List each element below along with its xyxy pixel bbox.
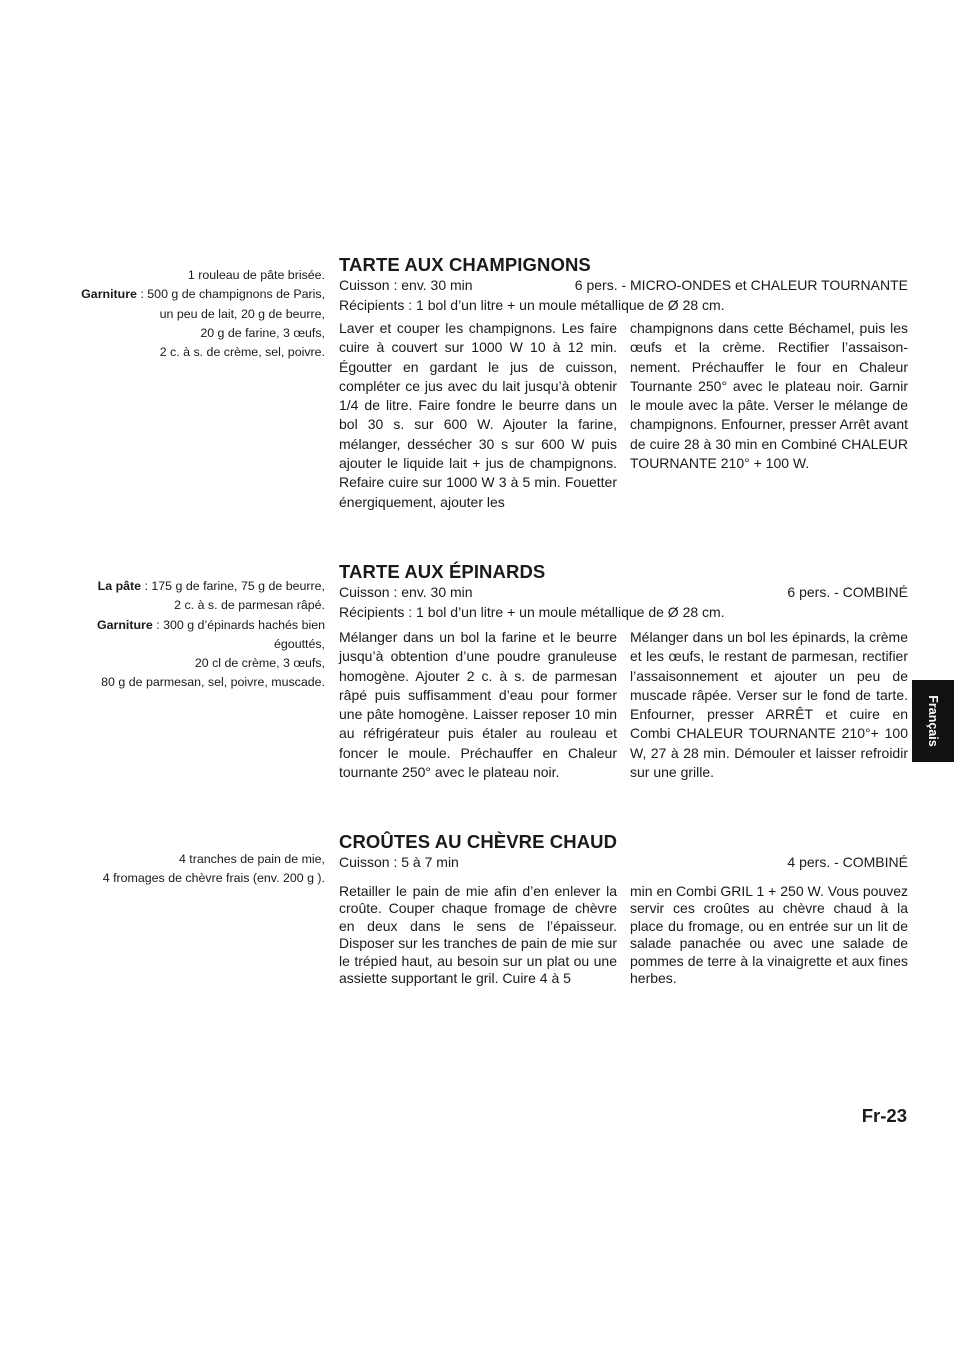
- language-tab: [912, 680, 954, 762]
- ingredient-line: 4 tranches de pain de mie,: [178, 852, 325, 866]
- ingredient-line: un peu de lait, 20 g de beurre,: [159, 306, 325, 321]
- recipe-meta: [339, 853, 908, 873]
- recipe-title: TARTE AUX ÉPINARDS: [339, 561, 546, 582]
- recipe-title: CROÛTES AU CHÈVRE CHAUD: [339, 831, 618, 852]
- ingredients-chevre: [60, 850, 325, 889]
- language-tab-label: Français: [926, 695, 940, 747]
- ingredient-line: égouttés,: [274, 636, 325, 651]
- ingredient-line: 20 cl de crème, 3 œufs,: [194, 656, 325, 671]
- ingredient-line: 2 c. à s. de crème, sel, poivre.: [159, 345, 325, 360]
- recipe-meta: [339, 583, 908, 603]
- cooking-time: Cuisson : 5 à 7 min: [339, 854, 459, 870]
- cooking-time: Cuisson : env. 30 min: [339, 584, 473, 600]
- recipe-meta: [339, 276, 908, 296]
- recipe-text-left: Retailler le pain de mie afin d’en enlever la croûte. Couper chaque fromage de chèvre en deux dans le sens de l’épaisseur. Disposer sur les tranches de pain de mie sur le trépied haut, au besoin sur un plat ou une assiette supportant le gril. Cuire 4 à 5: [339, 882, 617, 987]
- recipe-epinards: [339, 561, 908, 781]
- recipe-title: TARTE AUX CHAMPIGNONS: [339, 254, 591, 275]
- vessels: Récipients : 1 bol d’un litre + un moule métallique de Ø 28 cm.: [339, 296, 725, 313]
- recipe-text-right: Mélanger dans un bol les épinards, la crème et les œufs, le restant de parmesan, rectifier l’assaisonnement et ajouter un peu de muscade râpée. Verser sur le fond de tarte. Enfourner, presser ARRÊT et cuire en Combi CHALEUR TOURNANTE 210°+ 100 W, 27 à 28 min. Démouler et laisser refroidir sur une grille.: [630, 629, 908, 781]
- ingredients-champignons: [60, 266, 325, 362]
- servings-mode: 6 pers. - COMBINÉ: [787, 584, 908, 600]
- ingredient-line: La pâte : 175 g de farine, 75 g de beurre,: [97, 579, 325, 593]
- recipe-text-right: champignons dans cette Béchamel, puis les œufs et la crème. Rectifier l’assaison-nement. Préchauffer le four en Chaleur Tournante 250° avec le plateau noir. Garnir le moule avec la pâte. Verser le mélange de champignons. Enfourner, presser Arrêt avant de cuire 28 à 30 min en Combiné CHALEUR TOURNANTE 210° + 100 W.: [630, 320, 908, 472]
- recipe-text-left: Laver et couper les champignons. Les faire cuire à couvert sur 1000 W 10 à 12 min. Égoutter en gardant le jus de cuisson, compléter ce jus avec du lait jusqu’à obtenir 1/4 de litre. Faire fondre le beurre dans un bol 30 s. sur 600 W. Ajouter la farine, mélanger, dessécher 30 s sur 600 W puis ajouter le liquide lait + jus de champignons. Refaire cuire sur 1000 W 3 à 5 min. Fouetter énergiquement, ajouter les: [339, 320, 617, 510]
- ingredient-line: 4 fromages de chèvre frais (env. 200 g ).: [102, 871, 325, 886]
- recipe-chevre: [339, 831, 908, 987]
- ingredient-label: Garniture: [81, 287, 137, 302]
- ingredients-epinards: [60, 577, 325, 693]
- recipe-text-right: min en Combi GRIL 1 + 250 W. Vous pouvez servir ces croûtes au chèvre chaud à la place du fromage, ou en entrée sur un lit de salade panachée ou avec une salade de pommes de terre à la vinaigrette et aux fines herbes.: [630, 882, 908, 987]
- cooking-time: Cuisson : env. 30 min: [339, 277, 473, 293]
- recipe-text-left: Mélanger dans un bol la farine et le beurre jusqu’à obtention d’une poudre granuleuse homogène. Ajouter 2 c. à s. de parmesan râpé puis suffisamment d’eau pour former une pâte homogène. Laisser reposer 10 min au réfrigérateur puis étaler au rouleau et foncer le moule. Préchauffer en Chaleur tournante 250° avec le plateau noir.: [339, 629, 617, 781]
- servings-mode: 4 pers. - COMBINÉ: [787, 854, 908, 870]
- page-number: Fr-23: [861, 1105, 907, 1126]
- ingredient-line: 80 g de parmesan, sel, poivre, muscade.: [101, 675, 325, 690]
- ingredient-line: Garniture : 300 g d’épinards hachés bien: [97, 617, 325, 632]
- vessels: Récipients : 1 bol d’un litre + un moule métallique de Ø 28 cm.: [339, 603, 725, 620]
- ingredient-line: Garniture : 500 g de champignons de Paris,: [81, 287, 325, 302]
- ingredient-line: 1 rouleau de pâte brisée.: [187, 268, 325, 282]
- ingredient-line: 2 c. à s. de parmesan râpé.: [174, 598, 325, 613]
- recipe-champignons: [339, 254, 908, 510]
- ingredient-label: La pâte: [97, 579, 142, 593]
- ingredient-label: Garniture: [97, 617, 153, 632]
- servings-mode: 6 pers. - MICRO-ONDES et CHALEUR TOURNANTE: [574, 277, 908, 293]
- ingredient-line: 20 g de farine, 3 œufs,: [200, 325, 325, 340]
